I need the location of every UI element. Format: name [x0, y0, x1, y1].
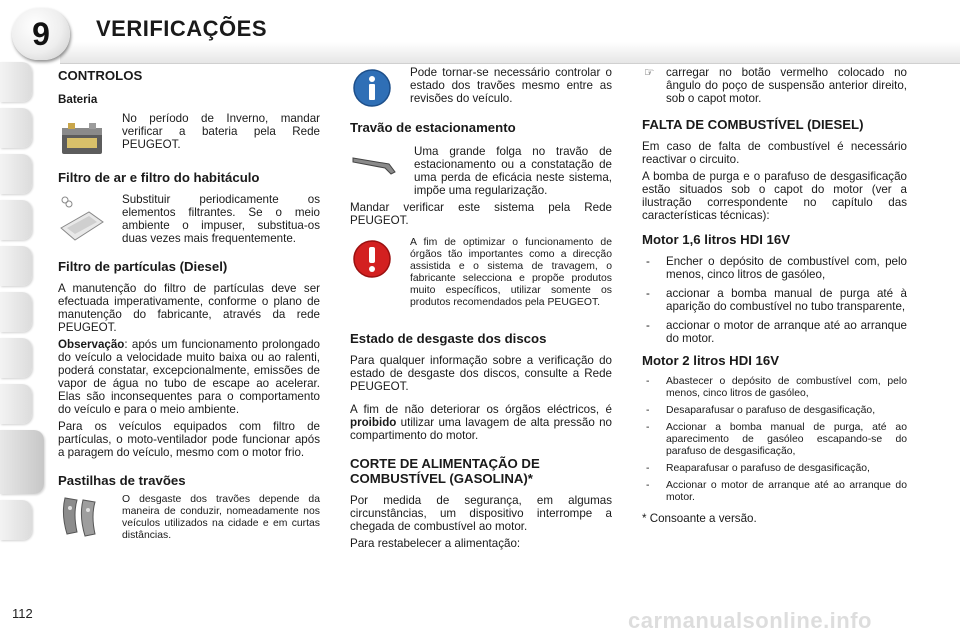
fuel-out-text-2: A bomba de purga e o parafuso de desgasificação estão situados sob o capot do motor (ver a ilustração correspondente no capítulo das características técnicas): [642, 170, 907, 222]
pointing-hand-icon: ☞ [644, 66, 655, 79]
battery-icon [58, 118, 106, 158]
fuel-cut-text-2: Para restabelecer a alimentação: [350, 537, 521, 550]
fuel-cut-text: Por medida de segurança, em algumas circunstâncias, um dispositivo interrompe a chegada de combustível ao motor. [350, 494, 612, 533]
chapter-tab[interactable] [0, 292, 32, 332]
chapter-tab[interactable] [0, 246, 32, 286]
chapter-tab[interactable] [0, 154, 32, 194]
list-item: - Reaparafusar o parafuso de desgasificação, [642, 463, 907, 475]
engine2-list [642, 376, 907, 504]
air-filter-text: Substituir periodicamente os elementos filtrantes. Se o meio ambiente o impuser, substitua-os duas vezes mais frequentemente. [122, 193, 320, 245]
info-icon [350, 66, 394, 110]
list-item: - Encher o depósito de combustível com, pelo menos, cinco litros de gasóleo, [642, 255, 907, 281]
parking-brake-title: Travão de estacionamento [350, 120, 516, 135]
column-left [58, 66, 320, 546]
info-text: Pode tornar-se necessário controlar o estado dos travões mesmo entre as revisões do veículo. [410, 66, 612, 105]
list-item: - Accionar a bomba manual de purga, até ao aparecimento de gasóleo escapando-se do parafuso de desgasificação, [642, 422, 907, 458]
observation-text: : após um funcionamento prolongado do veículo a velocidade muito baixa ou ao ralenti, poderá constatar, excepcionalmente, emissões de vapor de água no tubo de escape ao acelerar. Elas são inconsequentes para o comportamento do veículo e para o meio ambiente. [58, 338, 320, 416]
page-number: 112 [12, 606, 33, 621]
chapter-tab[interactable] [0, 200, 32, 240]
fuel-cut-title: CORTE DE ALIMENTAÇÃO DE COMBUSTÍVEL (GASOLINA)* [350, 456, 540, 486]
chapter-tabs [0, 62, 46, 546]
chapter-number: 9 [32, 15, 50, 52]
parking-brake-text: Uma grande folga no travão de estacionamento ou a constatação de uma perda de eficácia neste sistema, impõe uma regularização. [414, 145, 612, 197]
fuel-out-text: Em caso de falta de combustível é necessário reactivar o circuito. [642, 140, 907, 166]
column-right [642, 66, 907, 529]
list-item: - accionar a bomba manual de purga até à aparição do combustível no tubo transparente, [642, 287, 907, 313]
chapter-badge [12, 8, 70, 60]
discs-text-2-after: utilizar uma lavagem de alta pressão no compartimento do motor. [350, 416, 612, 442]
warning-text: A fim de optimizar o funcionamento de órgãos tão importantes como a direcção assistida e o sistema de travagem, o fabricante selecciona e propõe produtos muito específicos, utilizar somente os produtos recomendados pela PEUGEOT. [410, 237, 612, 308]
chapter-tab[interactable] [0, 62, 32, 102]
chapter-tab[interactable] [0, 384, 32, 424]
discs-title: Estado de desgaste dos discos [350, 331, 547, 346]
particle-filter-title: Filtro de partículas (Diesel) [58, 259, 228, 274]
list-item: - Desaparafusar o parafuso de desgasificação, [642, 405, 907, 417]
fuel-out-title: FALTA DE COMBUSTÍVEL (DIESEL) [642, 117, 864, 132]
discs-text: Para qualquer informação sobre a verificação do estado de desgaste dos discos, consulte a Rede PEUGEOT. [350, 354, 612, 393]
watermark: carmanualsonline.info [628, 608, 872, 633]
column-middle [350, 66, 612, 554]
brake-pads-text: O desgaste dos travões depende da maneira de conduzir, nomeadamente nos veículos utilizados na cidade e em curtas distâncias. [122, 494, 320, 541]
chapter-tab[interactable] [0, 338, 32, 378]
brake-pads-icon [58, 494, 106, 538]
phone-note-text: carregar no botão vermelho colocado no ângulo do poço de suspensão anterior direito, sob o capot motor. [666, 66, 907, 105]
chapter-tab[interactable] [0, 500, 32, 540]
discs-text-2-before: A fim de não deteriorar os órgãos eléctricos, é [350, 403, 612, 416]
discs-text-2 [350, 403, 612, 442]
engine16-list [642, 255, 907, 345]
air-filter-icon [58, 193, 106, 245]
battery-subtitle: Bateria [58, 93, 98, 106]
brake-pads-title: Pastilhas de travões [58, 473, 186, 488]
parking-brake-text-2: Mandar verificar este sistema pela Rede PEUGEOT. [350, 201, 612, 227]
section-title-controls: CONTROLOS [58, 68, 143, 83]
battery-text: No período de Inverno, mandar verificar a bateria pela Rede PEUGEOT. [122, 112, 320, 151]
particle-filter-observation [58, 338, 320, 416]
observation-label: Observação [58, 338, 125, 351]
air-filter-title: Filtro de ar e filtro do habitáculo [58, 170, 260, 185]
engine2-title: Motor 2 litros HDI 16V [642, 353, 780, 368]
header-rule [60, 42, 960, 64]
phone-note [642, 66, 907, 105]
chapter-tab-active[interactable] [0, 430, 44, 494]
particle-filter-text-2: Para os veículos equipados com filtro de partículas, o moto-ventilador pode funcionar após a paragem do veículo, mesmo com o motor frio. [58, 420, 320, 459]
chapter-tab[interactable] [0, 108, 32, 148]
page-title: VERIFICAÇÕES [96, 16, 268, 41]
discs-text-2-bold: proibido [350, 416, 397, 429]
parking-brake-icon [350, 145, 398, 185]
warning-icon [350, 237, 394, 281]
list-item: - Accionar o motor de arranque até ao arranque do motor. [642, 480, 907, 504]
list-item: - Abastecer o depósito de combustível com, pelo menos, cinco litros de gasóleo, [642, 376, 907, 400]
engine16-title: Motor 1,6 litros HDI 16V [642, 232, 791, 247]
list-item: - accionar o motor de arranque até ao arranque do motor. [642, 319, 907, 345]
particle-filter-text: A manutenção do filtro de partículas deve ser efectuada imperativamente, conforme o plano de manutenção do fabricante, através da rede PEUGEOT. [58, 282, 320, 334]
footnote: * Consoante a versão. [642, 512, 757, 525]
